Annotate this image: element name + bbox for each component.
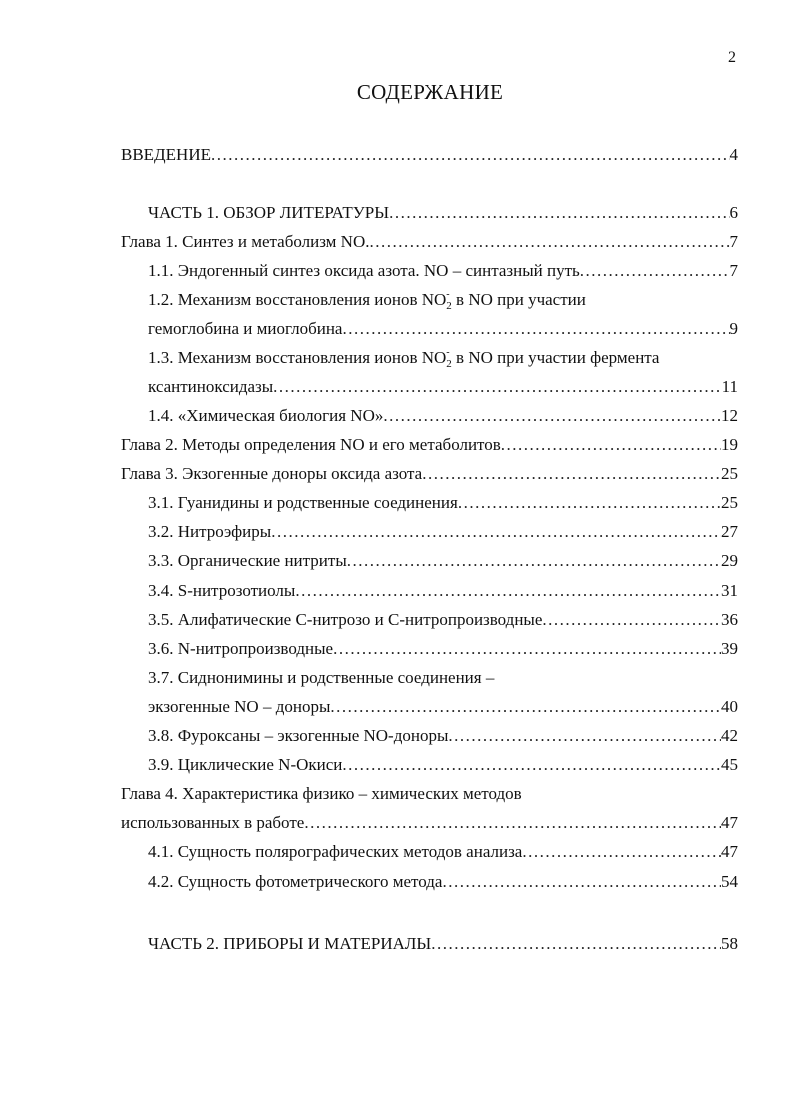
toc-entry-3-2[interactable]: 3.2. Нитроэфиры ..... 27 — [148, 521, 738, 543]
page-number: 2 — [728, 49, 736, 66]
no2-ion-formula: $_2$ - — [446, 347, 452, 370]
toc-entry-3-5[interactable]: 3.5. Алифатические С-нитрозо и С-нитропроизводные ..... 36 — [148, 609, 738, 631]
toc-entry-1-3-line1: 1.3. Механизм восстановления ионов $NO_2$ - в NO при участии фермента — [148, 347, 660, 370]
page-title: СОДЕРЖАНИЕ — [356, 80, 504, 104]
toc-entry-chapter-1[interactable]: Глава 1. Синтез и метаболизм NO. ..... 7 — [121, 231, 738, 253]
toc-entry-3-7[interactable]: экзогенные NO – доноры ..... 40 — [148, 696, 738, 718]
no2-ion-formula: $_2$ - — [446, 289, 452, 312]
toc-entry-3-3[interactable]: 3.3. Органические нитриты ..... 29 — [148, 550, 738, 572]
toc-entry-1-2[interactable]: гемоглобина и миоглобина ..... 9 — [148, 318, 738, 340]
toc-entry-part2[interactable]: ЧАСТЬ 2. ПРИБОРЫ И МАТЕРИАЛЫ ..... 58 — [148, 933, 738, 955]
toc-entry-1-1[interactable]: 1.1. Эндогенный синтез оксида азота. NO – синтазный путь ..... 7 — [148, 260, 738, 282]
toc-entry-chapter-3[interactable]: Глава 3. Экзогенные доноры оксида азота ..... 25 — [121, 463, 738, 485]
toc-entry-4-2[interactable]: 4.2. Сущность фотометрического метода ..... 54 — [148, 871, 738, 893]
toc-entry-4-1[interactable]: 4.1. Сущность полярографических методов анализа ..... 47 — [148, 841, 738, 863]
toc-entry-1-2-line1: 1.2. Механизм восстановления ионов $NO_2$ - в NO при участии — [148, 289, 586, 312]
toc-entry-1-4[interactable]: 1.4. «Химическая биология NO» ..... 12 — [148, 405, 738, 427]
toc-entry-3-4[interactable]: 3.4. S-нитрозотиолы ..... 31 — [148, 580, 738, 602]
toc-entry-chapter-2[interactable]: Глава 2. Методы определения NO и его метаболитов ..... 19 — [121, 434, 738, 456]
toc-entry-3-1[interactable]: 3.1. Гуанидины и родственные соединения ..... 25 — [148, 492, 738, 514]
toc-entry-3-7-line1: 3.7. Сиднонимины и родственные соединения – — [148, 668, 495, 687]
toc-entry-chapter-4[interactable]: использованных в работе ..... 47 — [121, 812, 738, 834]
toc-entry-chapter-4-line1: Глава 4. Характеристика физико – химических методов — [121, 784, 522, 803]
toc-entry-1-3[interactable]: ксантиноксидазы ..... 11 — [148, 376, 738, 398]
toc-entry-3-6[interactable]: 3.6. N-нитропроизводные ..... 39 — [148, 638, 738, 660]
toc-entry-intro[interactable]: ВВЕДЕНИЕ ..... 4 — [121, 144, 738, 166]
toc-entry-3-8[interactable]: 3.8. Фуроксаны – экзогенные NO-доноры ..... 42 — [148, 725, 738, 747]
toc-entry-part1[interactable]: ЧАСТЬ 1. ОБЗОР ЛИТЕРАТУРЫ ..... 6 — [148, 202, 738, 224]
toc-entry-3-9[interactable]: 3.9. Циклические N-Окиси ..... 45 — [148, 754, 738, 776]
